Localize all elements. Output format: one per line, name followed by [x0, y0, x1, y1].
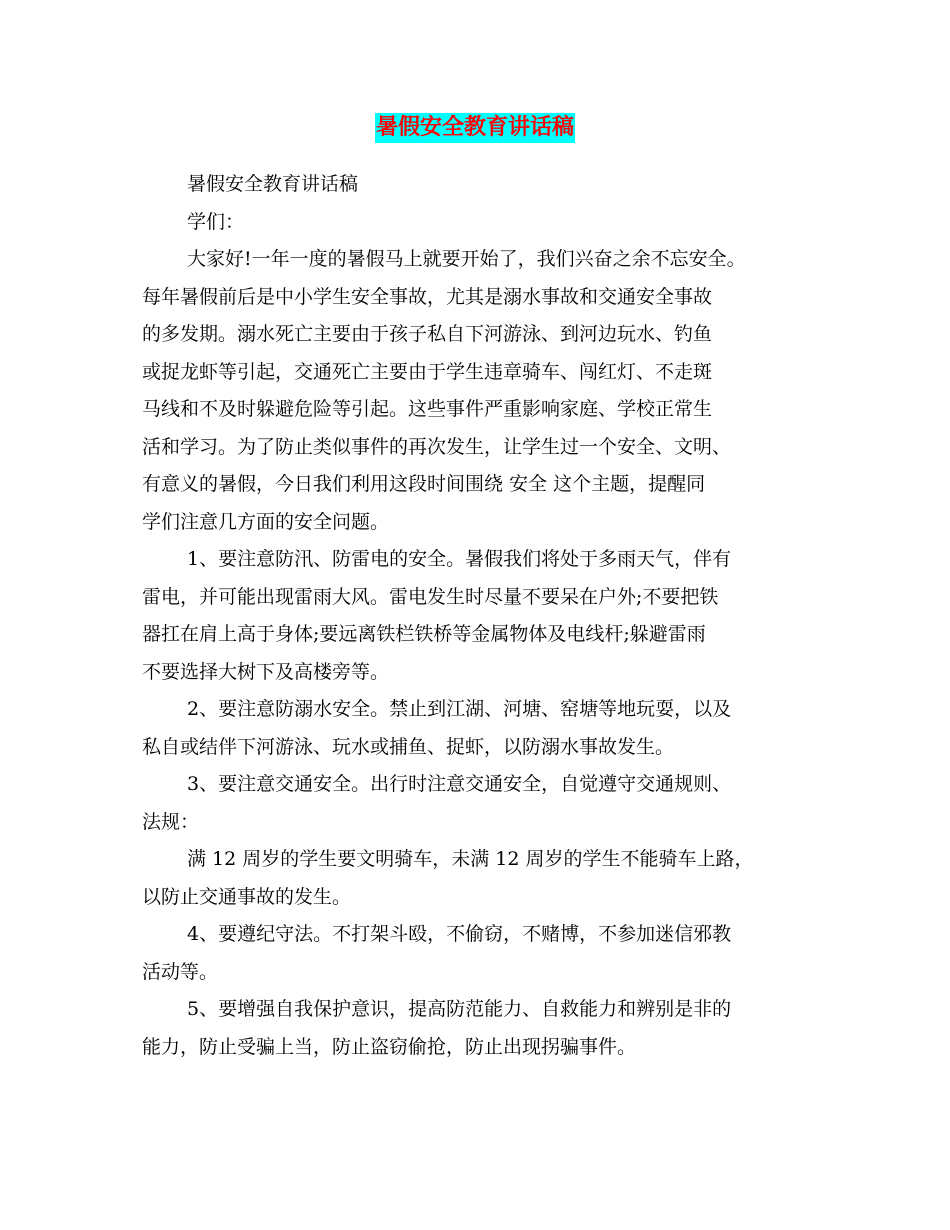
body-line: 的多发期。溺水死亡主要由于孩子私自下河游泳、到河边玩水、钓鱼: [142, 323, 713, 345]
document-title: 暑假安全教育讲话稿: [375, 113, 575, 143]
body-line: 私自或结伴下河游泳、玩水或捕鱼、捉虾，以防溺水事故发生。: [142, 735, 675, 758]
body-line: 满 12 周岁的学生要文明骑车，未满 12 周岁的学生不能骑车上路，: [187, 848, 754, 870]
document-body: [142, 166, 810, 1066]
body-line-subtitle: 暑假安全教育讲话稿: [187, 173, 359, 195]
body-line: 雷电，并可能出现雷雨大风。雷电发生时尽量不要呆在户外;不要把铁: [142, 585, 719, 608]
body-line: 活动等。: [142, 960, 219, 983]
body-line: 大家好!一年一度的暑假马上就要开始了，我们兴奋之余不忘安全。: [187, 248, 746, 270]
body-line-greeting: 学们：: [187, 210, 245, 233]
body-line: 马线和不及时躲避危险等引起。这些事件严重影响家庭、学校正常生: [142, 398, 713, 420]
body-line: 不要选择大树下及高楼旁等。: [142, 660, 390, 683]
body-line-item-1: 1、要注意防汛、防雷电的安全。暑假我们将处于多雨天气，伴有: [187, 548, 732, 570]
body-line: 能力，防止受骗上当，防止盗窃偷抢，防止出现拐骗事件。: [142, 1035, 637, 1058]
body-line: 器扛在肩上高于身体;要远离铁栏铁桥等金属物体及电线杆;躲避雷雨: [142, 623, 706, 645]
body-line-item-2: 2、要注意防溺水安全。禁止到江湖、河塘、窑塘等地玩耍，以及: [187, 698, 732, 720]
body-line-item-5: 5、要增强自我保护意识，提高防范能力、自救能力和辨别是非的: [187, 998, 732, 1020]
body-line-item-3: 3、要注意交通安全。出行时注意交通安全，自觉遵守交通规则、: [187, 773, 732, 795]
body-line: 每年暑假前后是中小学生安全事故，尤其是溺水事故和交通安全事故: [142, 285, 713, 308]
body-line: 学们注意几方面的安全问题。: [142, 510, 390, 533]
body-line: 以防止交通事故的发生。: [142, 885, 352, 908]
body-line: 有意义的暑假，今日我们利用这段时间围绕 安全 这个主题，提醒同: [142, 473, 706, 495]
body-line: 或捉龙虾等引起，交通死亡主要由于学生违章骑车、闯红灯、不走斑: [142, 360, 713, 383]
body-line-item-4: 4、要遵纪守法。不打架斗殴，不偷窃，不赌博，不参加迷信邪教: [187, 923, 732, 945]
title-container: [0, 113, 950, 143]
body-line: 法规：: [142, 810, 200, 833]
body-line: 活和学习。为了防止类似事件的再次发生，让学生过一个安全、文明、: [142, 435, 732, 458]
